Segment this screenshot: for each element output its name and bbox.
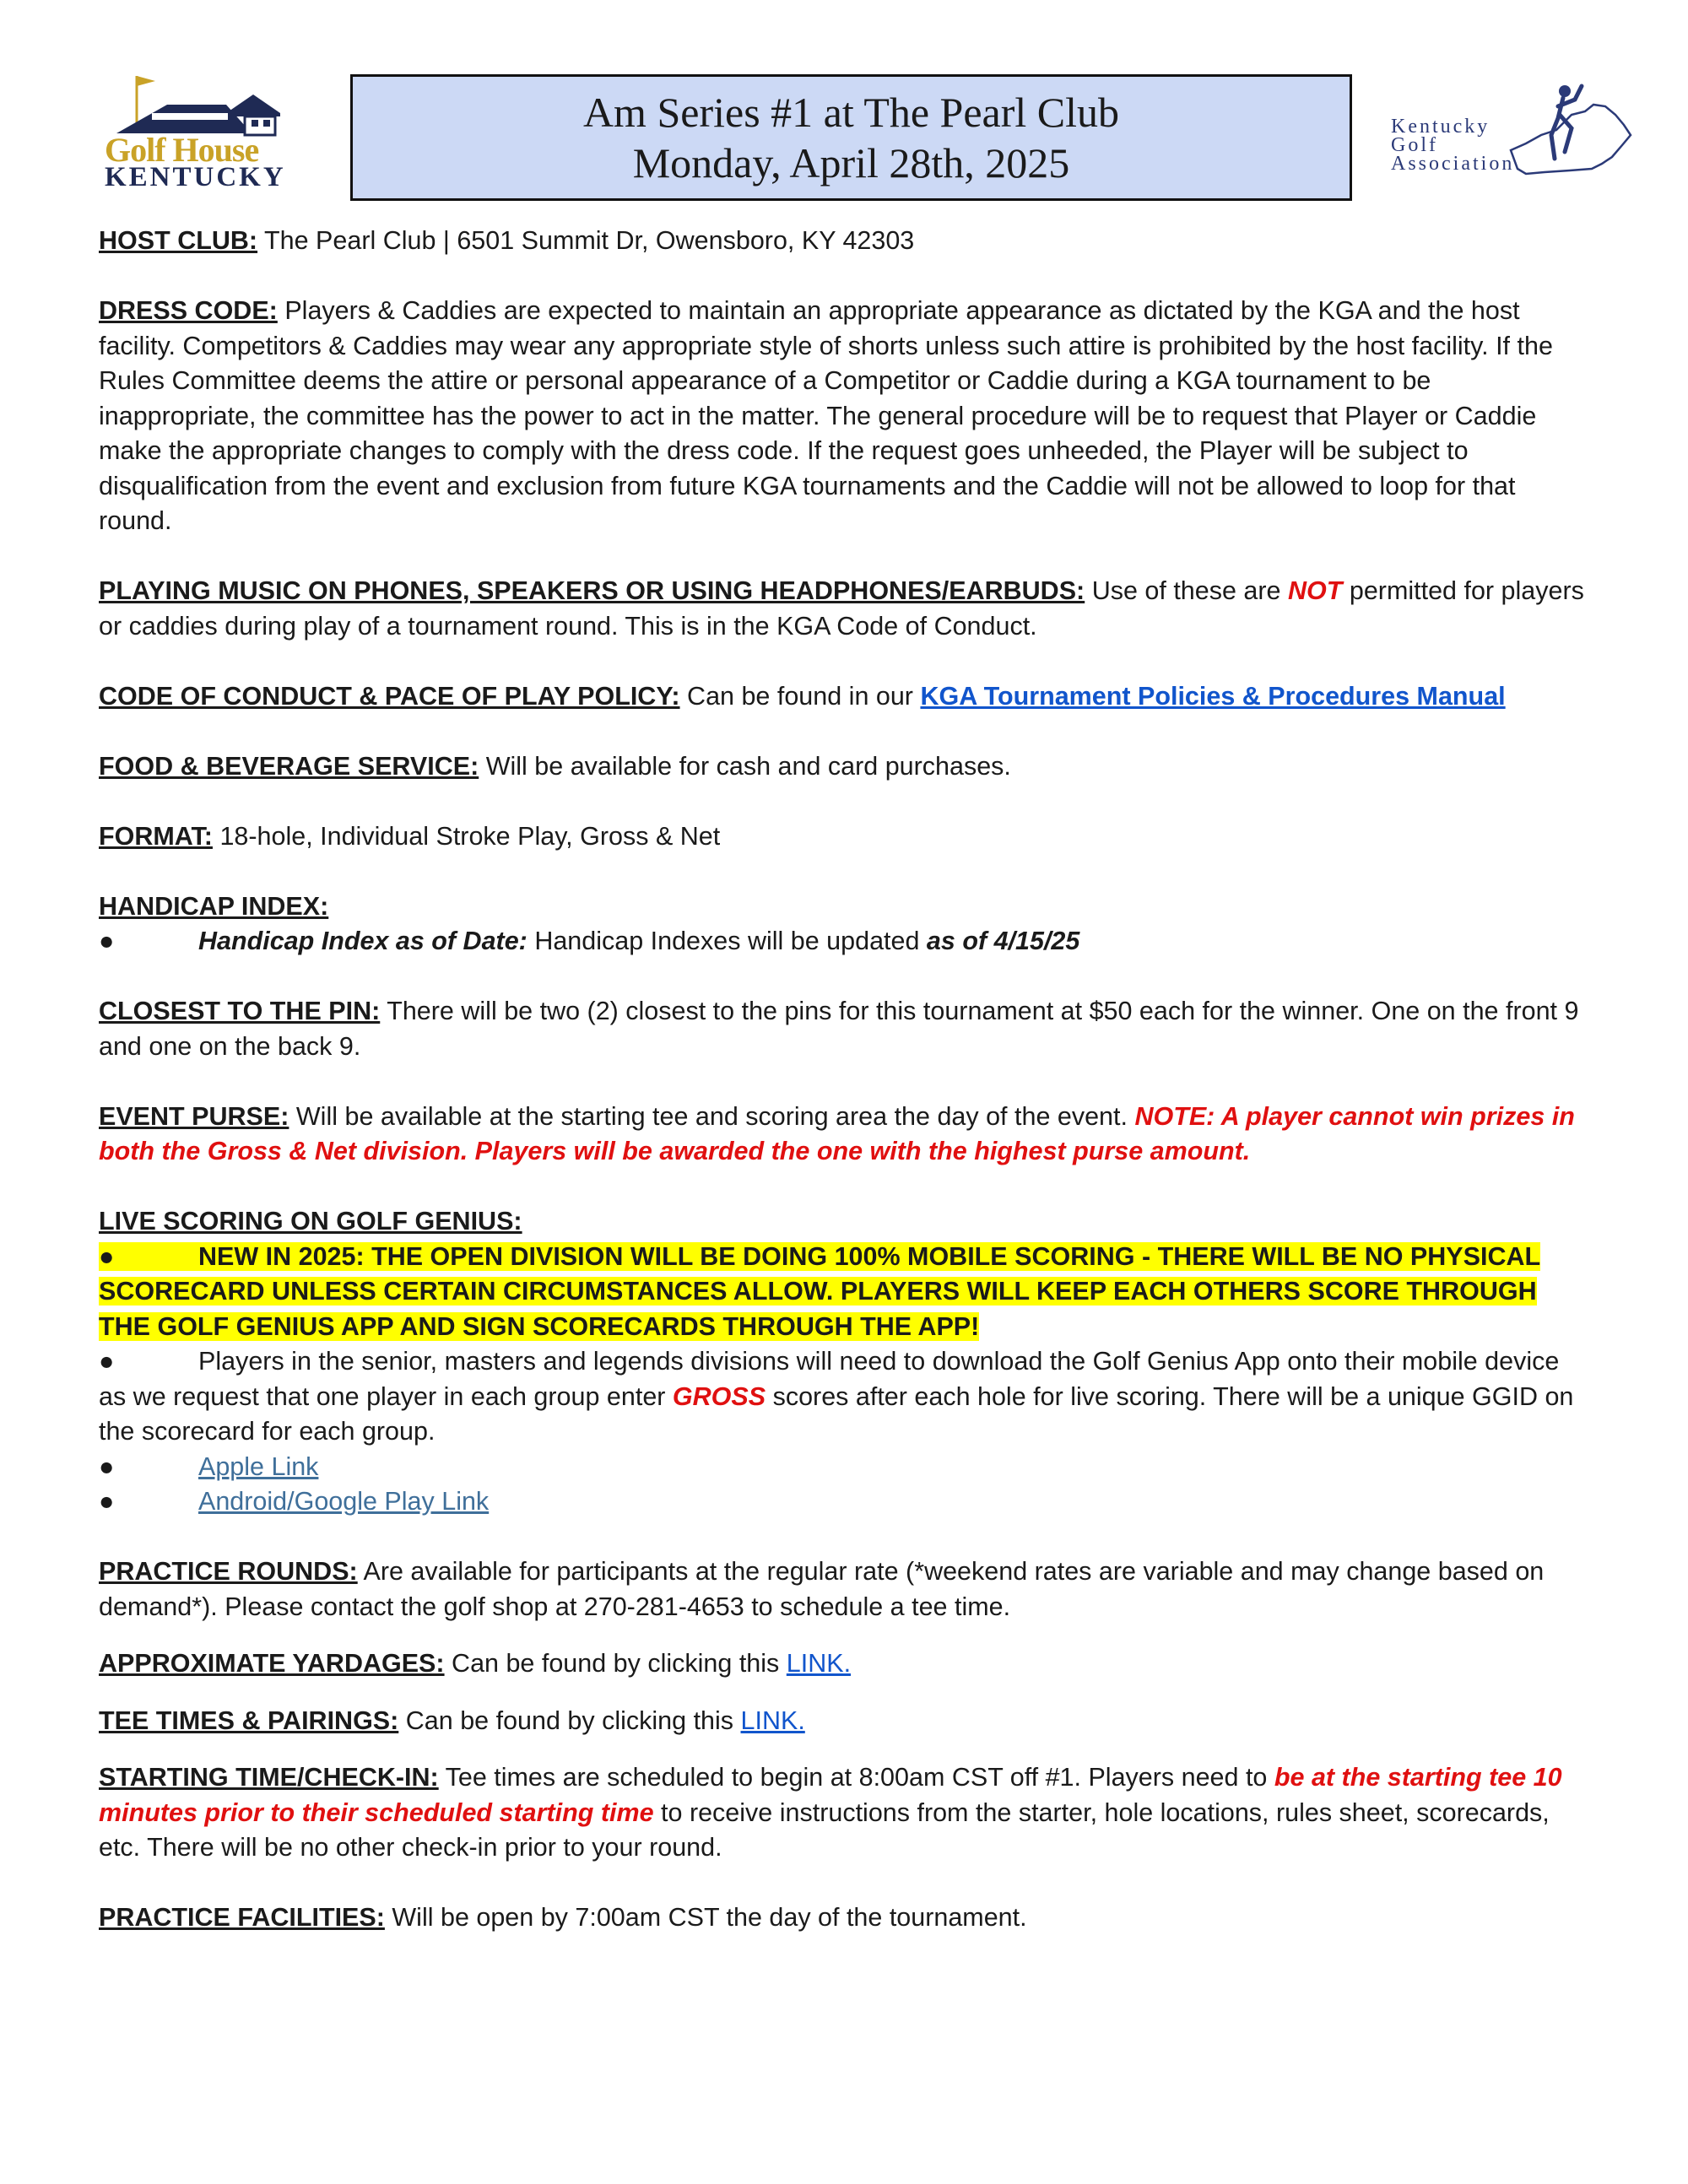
heading-closest-pin: CLOSEST TO THE PIN:	[99, 997, 381, 1025]
section-closest-pin	[99, 994, 1593, 1064]
logo-text-kentucky: Kentucky	[1391, 116, 1491, 138]
music-emphasis: NOT	[1287, 576, 1343, 605]
heading-format: FORMAT:	[99, 821, 213, 851]
section-practice-rounds	[99, 1554, 1593, 1624]
section-live-scoring	[99, 1204, 1593, 1520]
closest-pin-text: There will be two (2) closest to the pins for this tournament at $50 each for the winner. One on the front 9 and one on the back 9.	[99, 997, 1579, 1061]
section-format	[99, 819, 1593, 855]
section-yardages	[99, 1646, 1593, 1682]
heading-tee-times: TEE TIMES & PAIRINGS:	[99, 1706, 399, 1735]
policies-manual-link[interactable]: KGA Tournament Policies & Procedures Manual	[920, 681, 1506, 711]
heading-handicap: HANDICAP INDEX:	[99, 891, 329, 921]
logo-text-kentucky: KENTUCKY	[105, 162, 286, 192]
code-of-conduct-text: Can be found in our	[687, 681, 913, 711]
section-starting-time	[99, 1760, 1593, 1866]
event-date: Monday, April 28th, 2025	[632, 139, 1070, 187]
starting-time-text-after: to receive instructions from the starter, hole locations, rules sheet, scorecards, etc. There will be no other check-in prior to your round.	[99, 1797, 1550, 1862]
handicap-item-date: as of 4/15/25	[926, 927, 1080, 955]
gross-emphasis: GROSS	[672, 1381, 766, 1411]
purse-note: NOTE: A player cannot win prizes in both the Gross & Net division. Players will be awarded the one with the highest purse amount.	[99, 1101, 1575, 1165]
yardages-text: Can be found by clicking this	[452, 1649, 780, 1678]
title-box	[350, 74, 1352, 201]
live-scoring-text-before: Players in the senior, masters and legends divisions will need to download the Golf Genius App onto their mobile device as we request that one player in each group enter	[99, 1347, 1560, 1411]
document-body	[99, 224, 1593, 1970]
heading-practice-rounds: PRACTICE ROUNDS:	[99, 1557, 358, 1586]
purse-text: Will be available at the starting tee and scoring area the day of the event.	[295, 1101, 1128, 1131]
heading-practice-facilities: PRACTICE FACILITIES:	[99, 1903, 385, 1932]
section-practice-facilities	[99, 1900, 1593, 1936]
bullet-icon: ●	[99, 1241, 115, 1271]
bullet-icon: ●	[99, 1347, 115, 1376]
practice-rounds-text: Are available for participants at the regular rate (*weekend rates are variable and may change based on demand*). Please contact the golf shop at 270-281-4653 to schedule a tee time.	[99, 1557, 1545, 1621]
heading-starting-time: STARTING TIME/CHECK-IN:	[99, 1763, 439, 1792]
food-text: Will be available for cash and card purchases.	[485, 751, 1011, 781]
apple-link[interactable]: Apple Link	[198, 1451, 319, 1481]
list-item	[99, 1240, 1593, 1345]
format-text: 18-hole, Individual Stroke Play, Gross & Net	[219, 821, 721, 851]
section-music	[99, 574, 1593, 644]
heading-host-club: HOST CLUB:	[99, 226, 258, 255]
heading-live-scoring: LIVE SCORING ON GOLF GENIUS:	[99, 1207, 522, 1235]
logo-text-golf-house: Golf House	[105, 131, 259, 169]
logo-text-golf: Golf	[1391, 134, 1438, 156]
golf-house-kentucky-logo	[100, 71, 311, 192]
music-text-before: Use of these are	[1091, 576, 1281, 605]
yardages-link[interactable]: LINK.	[786, 1649, 852, 1678]
music-text-after: permitted for players or caddies during play of a tournament round. This is in the KGA Code of Conduct.	[99, 576, 1584, 641]
starting-time-text-before: Tee times are scheduled to begin at 8:00am CST off #1. Players need to	[445, 1763, 1268, 1792]
tee-times-text: Can be found by clicking this	[405, 1706, 734, 1735]
section-tee-times	[99, 1704, 1593, 1739]
bullet-icon: ●	[99, 1487, 115, 1516]
clubhouse-icon	[100, 71, 311, 138]
heading-purse: EVENT PURSE:	[99, 1101, 289, 1131]
live-scoring-text-after: scores after each hole for live scoring. There will be a unique GGID on the scorecard for each group.	[99, 1381, 1574, 1446]
tee-times-link[interactable]: LINK.	[740, 1706, 805, 1735]
host-club-text: The Pearl Club | 6501 Summit Dr, Owensboro, KY 42303	[264, 226, 915, 255]
section-food	[99, 749, 1593, 785]
bullet-icon: ●	[99, 1451, 115, 1481]
section-dress-code	[99, 294, 1593, 539]
mobile-scoring-notice: NEW IN 2025: THE OPEN DIVISION WILL BE DOING 100% MOBILE SCORING - THERE WILL BE NO PHYSICAL SCORECARD UNLESS CERTAIN CIRCUMSTANCES ALLOW. PLAYERS WILL KEEP EACH OTHERS SCORE THROUGH THE GOLF GENIUS APP AND SIGN SCORECARDS THROUGH THE APP!	[99, 1241, 1540, 1341]
bullet-icon: ●	[99, 927, 115, 955]
handicap-item-label: Handicap Index as of Date:	[198, 927, 528, 955]
handicap-item-text: Handicap Indexes will be updated	[534, 927, 920, 955]
android-google-play-link[interactable]: Android/Google Play Link	[198, 1487, 490, 1516]
dress-code-text: Players & Caddies are expected to maintain an appropriate appearance as dictated by the KGA and the host facility. Competitors & Caddies may wear any appropriate style of shorts unless such attire is prohibited by the host facility. If the Rules Committee deems the attire or personal appearance of a Competitor or Caddie during a KGA tournament to be inappropriate, the committee has the power to act in the matter. The general procedure will be to request that Player or Caddie make the appropriate changes to comply with the dress code. If the request goes unheeded, the Player will be subject to disqualification from the event and exclusion from future KGA tournaments and the Caddie will not be allowed to loop for that round.	[99, 296, 1553, 535]
list-item	[99, 1450, 1593, 1485]
section-purse	[99, 1100, 1593, 1170]
heading-yardages: APPROXIMATE YARDAGES:	[99, 1649, 445, 1678]
list-item	[99, 1344, 1593, 1450]
page-header	[0, 0, 1688, 219]
heading-food: FOOD & BEVERAGE SERVICE:	[99, 751, 479, 781]
starting-time-emphasis: be at the starting tee 10 minutes prior to their scheduled starting time	[99, 1763, 1562, 1827]
heading-dress-code: DRESS CODE:	[99, 296, 278, 325]
list-item	[99, 1484, 1593, 1520]
practice-facilities-text: Will be open by 7:00am CST the day of the tournament.	[392, 1903, 1027, 1932]
kentucky-golf-association-logo	[1384, 81, 1637, 194]
section-host-club	[99, 224, 1593, 259]
section-handicap	[99, 889, 1593, 960]
event-title: Am Series #1 at The Pearl Club	[582, 89, 1120, 136]
heading-music: PLAYING MUSIC ON PHONES, SPEAKERS OR USING HEADPHONES/EARBUDS:	[99, 576, 1085, 605]
list-item	[99, 924, 1593, 960]
logo-text-association: Association	[1391, 153, 1515, 175]
heading-code-of-conduct: CODE OF CONDUCT & PACE OF PLAY POLICY:	[99, 681, 680, 711]
section-code-of-conduct	[99, 679, 1593, 715]
